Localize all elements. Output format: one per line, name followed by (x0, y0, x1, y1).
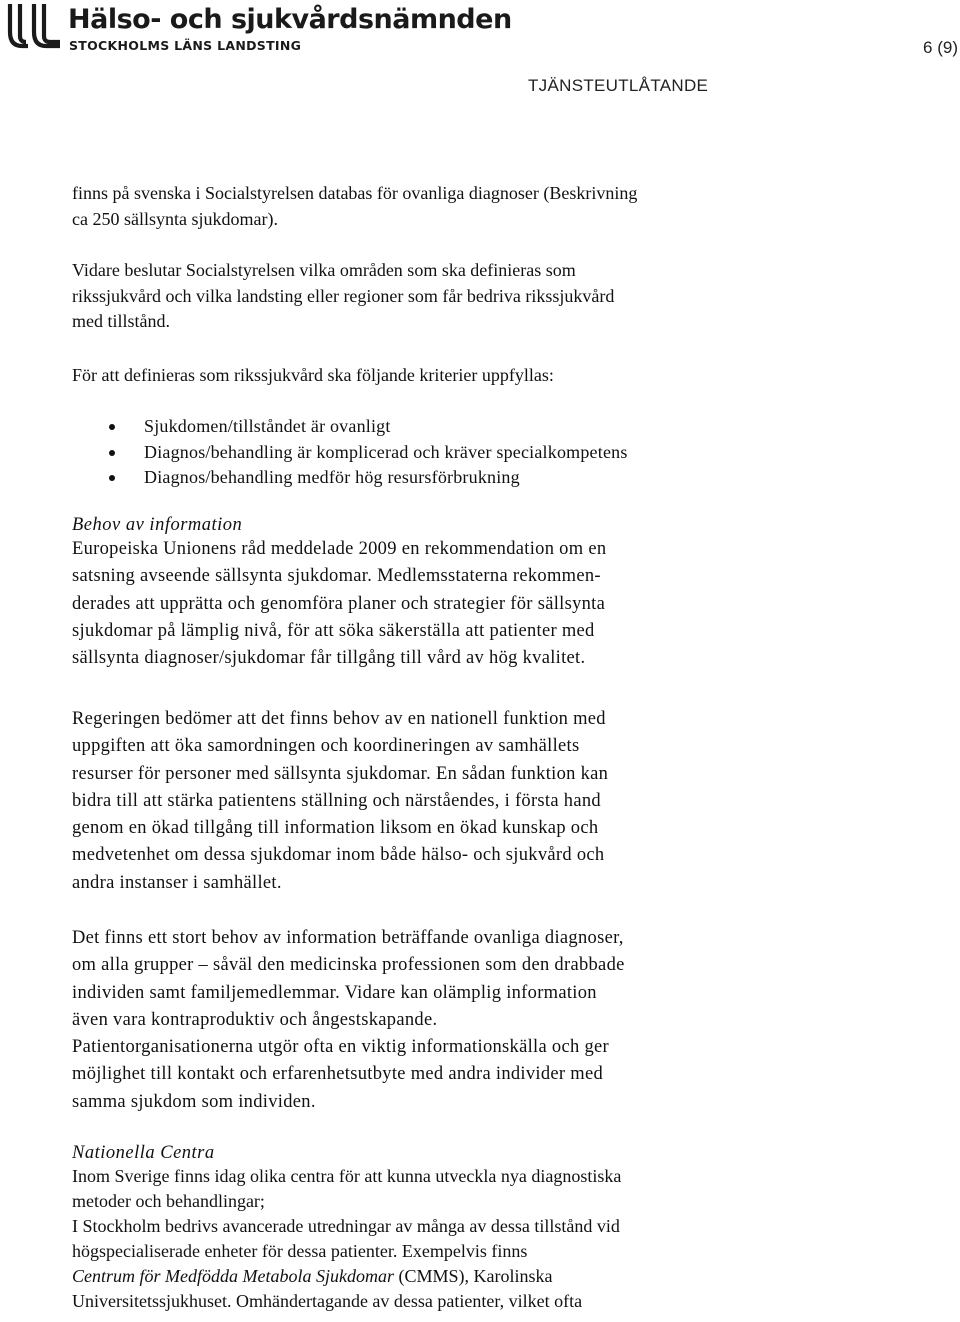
info-paragraph-1 (72, 536, 792, 672)
text-line (72, 1264, 792, 1289)
list-item (72, 440, 792, 466)
text-line: Patientorganisationerna utgör ofta en viktig informationskälla och ger (72, 1037, 609, 1058)
criteria-intro (72, 363, 792, 389)
list-item (72, 414, 792, 440)
text-line: satsning avseende sällsynta sjukdomar. Medlemsstaterna rekommen- (72, 566, 601, 587)
bullet-icon (109, 424, 115, 430)
text-line: rikssjukvård och vilka landsting eller regioner som får bedriva rikssjukvård (72, 285, 615, 306)
text-line: Det finns ett stort behov av information beträffande ovanliga diagnoser, (72, 928, 624, 948)
list-item-text: Diagnos/behandling medför hög resursförbrukning (144, 467, 520, 487)
text-line: Vidare beslutar Socialstyrelsen vilka områden som ska definieras som (72, 260, 576, 280)
page-number: 6 (9) (923, 38, 958, 57)
criteria-list (72, 414, 792, 491)
text-line: metoder och behandlingar; (72, 1191, 265, 1211)
text-line: om alla grupper – såväl den medicinska professionen som den drabbade (72, 955, 625, 976)
section-heading: Behov av information (72, 515, 243, 535)
centra-section (72, 1143, 792, 1314)
document-type: TJÄNSTEUTLÅTANDE (528, 76, 709, 95)
text-line: högspecialiserade enheter för dessa patienter. Exempelvis finns (72, 1241, 528, 1261)
text-line: finns på svenska i Socialstyrelsen databas för ovanliga diagnoser (Beskrivning (72, 183, 638, 203)
text-line: möjlighet till kontakt och erfarenhetsutbyte med andra individer med (72, 1064, 604, 1085)
centre-rest: (CMMS), Karolinska (393, 1266, 553, 1286)
text-line: medvetenhet om dessa sjukdomar inom både hälso- och sjukvård och (72, 845, 605, 866)
info-paragraph-3 (72, 925, 792, 1116)
text-line: Regeringen bedömer att det finns behov av en nationell funktion med (72, 709, 606, 729)
intro-paragraph-2 (72, 258, 792, 335)
text-line: andra instanser i samhället. (72, 872, 282, 893)
text-line: uppgiften att öka samordningen och koordineringen av samhällets (72, 736, 580, 757)
list-item-text: Sjukdomen/tillståndet är ovanligt (144, 416, 391, 436)
text-line: sällsynta diagnoser/sjukdomar får tillgång till vård av hög kvalitet. (72, 648, 586, 669)
text-line: även vara kontraproduktiv och ångestskapande. (72, 1009, 438, 1030)
landsting-logo-icon (2, 2, 62, 52)
intro-paragraph-1 (72, 181, 792, 232)
text-line: samma sjukdom som individen. (72, 1091, 316, 1112)
organization-subtitle: STOCKHOLMS LÄNS LANDSTING (69, 38, 302, 53)
text-line: Inom Sverige finns idag olika centra för att kunna utveckla nya diagnostiska (72, 1166, 622, 1186)
text-line: bidra till att stärka patientens ställning och närståendes, i första hand (72, 790, 601, 811)
text-line: Universitetssjukhuset. Omhändertagande av dessa patienter, vilket ofta (72, 1291, 583, 1311)
centre-name: Centrum för Medfödda Metabola Sjukdomar (72, 1266, 394, 1286)
text-line: ca 250 sällsynta sjukdomar). (72, 208, 278, 229)
section-heading: Nationella Centra (72, 1143, 215, 1163)
text-line: sjukdomar på lämplig nivå, för att söka säkerställa att patienter med (72, 620, 595, 641)
bullet-icon (109, 475, 115, 481)
list-item (72, 465, 792, 491)
text-line: Europeiska Unionens råd meddelade 2009 en rekommendation om en (72, 539, 607, 559)
text-line: individen samt familjemedlemmar. Vidare kan olämplig information (72, 982, 597, 1003)
organization-logo (0, 0, 512, 56)
info-paragraph-2 (72, 706, 792, 897)
text-line: genom en ökad tillgång till information liksom en ökad kunskap och (72, 818, 599, 839)
list-item-text: Diagnos/behandling är komplicerad och kräver specialkompetens (144, 441, 628, 462)
text-line: resurser för personer med sällsynta sjukdomar. En sådan funktion kan (72, 763, 609, 784)
text-line: I Stockholm bedrivs avancerade utredningar av många av dessa tillstånd vid (72, 1216, 620, 1236)
text-line: med tillstånd. (72, 311, 170, 331)
info-section (72, 515, 792, 672)
text-line: derades att upprätta och genomföra planer och strategier för sällsynta (72, 593, 606, 614)
organization-name: Hälso- och sjukvårdsnämnden (68, 4, 512, 35)
text-line: För att definieras som rikssjukvård ska följande kriterier uppfyllas: (72, 365, 554, 385)
bullet-icon (109, 450, 115, 456)
